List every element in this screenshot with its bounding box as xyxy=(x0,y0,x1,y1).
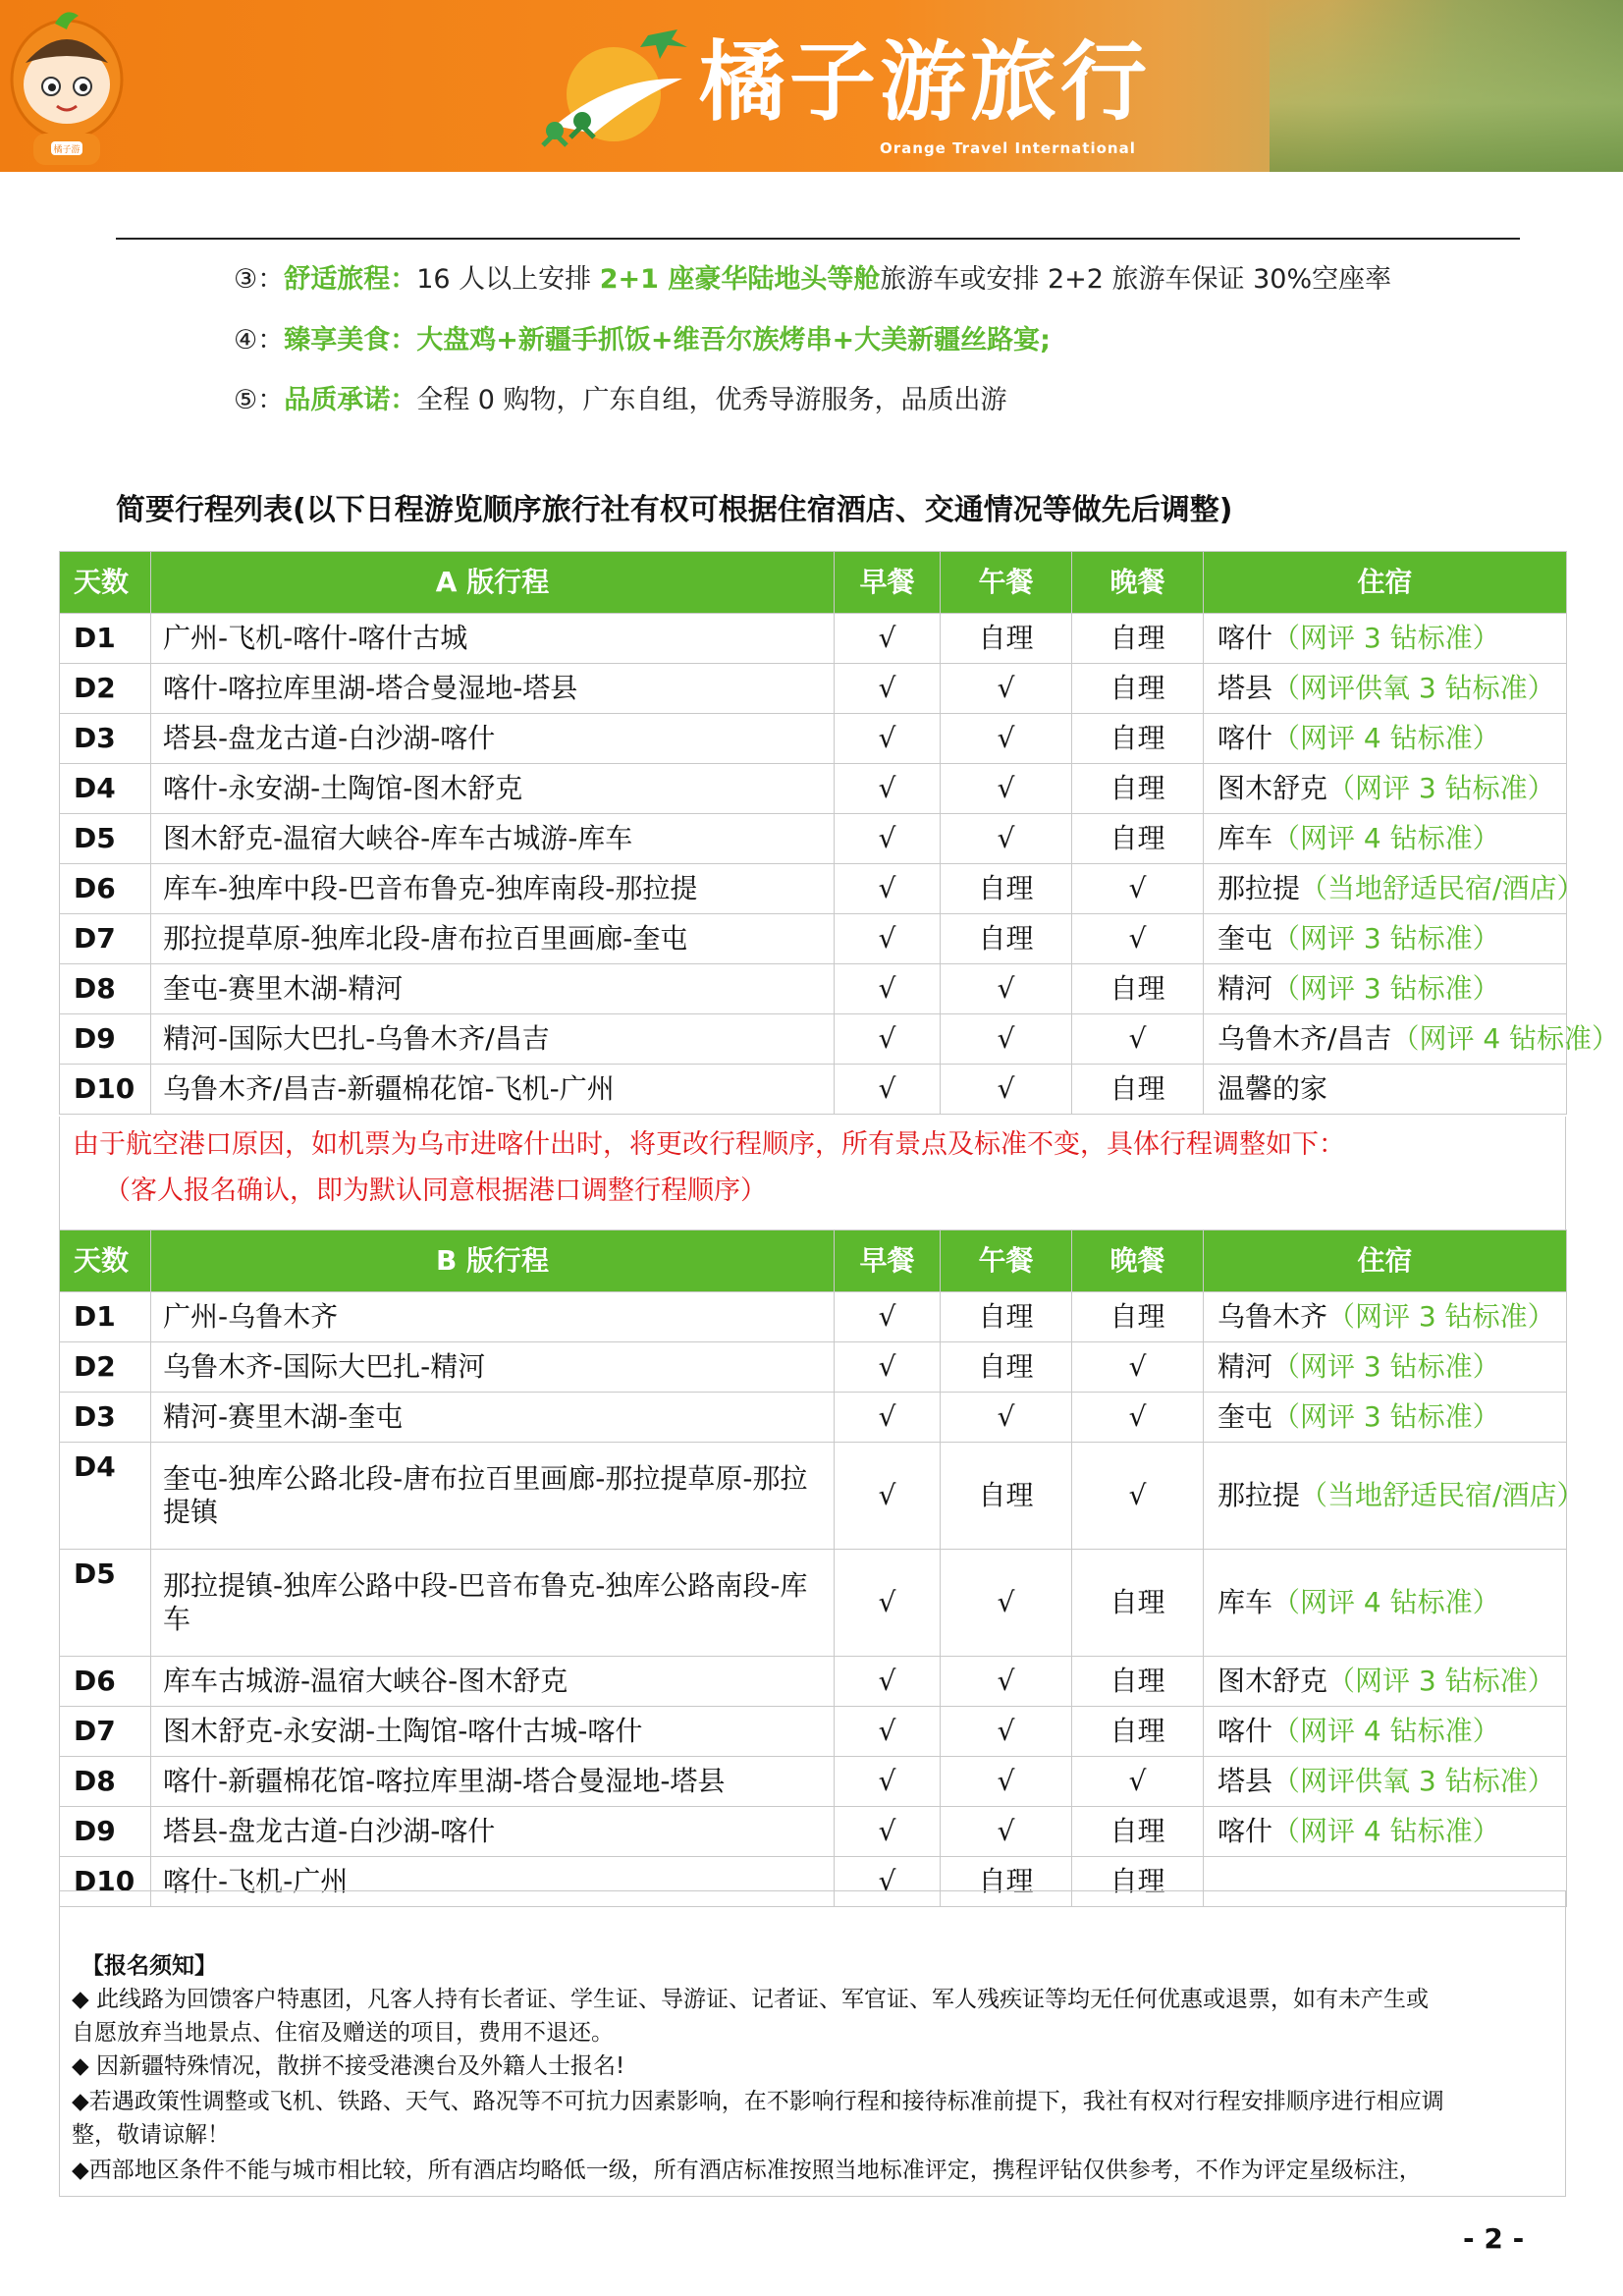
header-dinner: 晚餐 xyxy=(1072,1230,1204,1292)
dinner-cell: √ xyxy=(1072,1342,1204,1393)
header-route: A 版行程 xyxy=(151,552,835,614)
hotel-standard: （网评 4 钻标准） xyxy=(1272,822,1500,854)
header-lunch: 午餐 xyxy=(941,1230,1072,1292)
hotel-city: 喀什 xyxy=(1217,722,1273,754)
highlight-comfort: ③：舒适旅程：16 人以上安排 2+1 座豪华陆地头等舱旅游车或安排 2+2 旅游车保证 30%空座率 xyxy=(234,264,1392,295)
day-cell: D7 xyxy=(60,914,151,964)
breakfast-cell: √ xyxy=(835,1065,941,1115)
day-cell: D2 xyxy=(60,1342,151,1393)
dinner-cell: 自理 xyxy=(1072,1065,1204,1115)
header-dinner: 晚餐 xyxy=(1072,552,1204,614)
hotel-city: 乌鲁木齐 xyxy=(1217,1300,1328,1333)
signup-line: ◆西部地区条件不能与城市相比较，所有酒店均略低一级，所有酒店标准按照当地标准评定，携程评钻仅供参考，不作为评定星级标注， xyxy=(72,2158,1422,2183)
hotel-standard: （网评 4 钻标准） xyxy=(1272,1715,1500,1747)
hotel-city: 精河 xyxy=(1217,1350,1273,1383)
breakfast-cell: √ xyxy=(835,1550,941,1657)
signup-line: ◆若遇政策性调整或飞机、铁路、天气、路况等不可抗力因素影响，在不影响行程和接待标准前提下，我社有权对行程安排顺序进行相应调 xyxy=(72,2089,1444,2114)
breakfast-cell: √ xyxy=(835,1443,941,1550)
header-days: 天数 xyxy=(60,552,151,614)
dinner-cell: 自理 xyxy=(1072,964,1204,1014)
hotel-city: 塔县 xyxy=(1217,1765,1273,1797)
header-hotel: 住宿 xyxy=(1204,1230,1567,1292)
dinner-cell: √ xyxy=(1072,1757,1204,1807)
hotel-cell xyxy=(1204,914,1567,964)
grassland-backdrop xyxy=(1270,0,1623,172)
hotel-city: 精河 xyxy=(1217,972,1273,1005)
dinner-cell: 自理 xyxy=(1072,1657,1204,1707)
hotel-city: 温馨的家 xyxy=(1217,1072,1328,1105)
hotel-city: 图木舒克 xyxy=(1217,772,1328,804)
breakfast-cell: √ xyxy=(835,764,941,814)
header-breakfast: 早餐 xyxy=(835,1230,941,1292)
dinner-cell: 自理 xyxy=(1072,714,1204,764)
lunch-cell: √ xyxy=(941,1757,1072,1807)
hotel-standard: （网评供氧 3 钻标准） xyxy=(1272,1765,1555,1797)
hotel-city: 库车 xyxy=(1217,1586,1273,1618)
hotel-city: 那拉提 xyxy=(1217,872,1301,904)
breakfast-cell: √ xyxy=(835,964,941,1014)
lunch-cell: √ xyxy=(941,764,1072,814)
day-cell: D5 xyxy=(60,814,151,864)
day-cell: D10 xyxy=(60,1857,151,1907)
table-row xyxy=(60,1707,1567,1757)
itinerary-table-a xyxy=(59,551,1620,1115)
table-row xyxy=(60,664,1567,714)
lunch-cell: 自理 xyxy=(941,1292,1072,1342)
breakfast-cell: √ xyxy=(835,1014,941,1065)
day-cell: D2 xyxy=(60,664,151,714)
breakfast-cell: √ xyxy=(835,664,941,714)
hotel-cell xyxy=(1204,814,1567,864)
hotel-cell xyxy=(1204,1707,1567,1757)
route-change-notice: 由于航空港口原因，如机票为乌市进喀什出时，将更改行程顺序，所有景点及标准不变，具体行程调整如下： xyxy=(73,1129,1345,1160)
hotel-city: 喀什 xyxy=(1217,1715,1273,1747)
breakfast-cell: √ xyxy=(835,1807,941,1857)
table-row xyxy=(60,1443,1567,1550)
hotel-standard: （网评 3 钻标准） xyxy=(1327,1665,1555,1697)
route-cell: 喀什-喀拉库里湖-塔合曼湿地-塔县 xyxy=(151,664,835,714)
hotel-standard: （当地舒适民宿/酒店） xyxy=(1300,872,1585,904)
lunch-cell: 自理 xyxy=(941,1342,1072,1393)
table-row xyxy=(60,1292,1567,1342)
table-row xyxy=(60,864,1567,914)
day-cell: D9 xyxy=(60,1807,151,1857)
dinner-cell: 自理 xyxy=(1072,1707,1204,1757)
lunch-cell: 自理 xyxy=(941,1443,1072,1550)
day-cell: D10 xyxy=(60,1065,151,1115)
breakfast-cell: √ xyxy=(835,814,941,864)
route-cell: 喀什-飞机-广州 xyxy=(151,1857,835,1907)
dinner-cell: 自理 xyxy=(1072,814,1204,864)
hotel-standard: （网评 3 钻标准） xyxy=(1272,1400,1500,1433)
route-change-consent: （客人报名确认，即为默认同意根据港口调整行程顺序） xyxy=(104,1175,767,1206)
breakfast-cell: √ xyxy=(835,864,941,914)
table-row xyxy=(60,614,1567,664)
lunch-cell: √ xyxy=(941,1014,1072,1065)
day-cell: D6 xyxy=(60,1657,151,1707)
day-cell: D4 xyxy=(60,1443,151,1550)
table-row xyxy=(60,1065,1567,1115)
table-row xyxy=(60,1393,1567,1443)
hotel-standard: （网评 3 钻标准） xyxy=(1272,922,1500,955)
lunch-cell: √ xyxy=(941,1807,1072,1857)
dinner-cell: 自理 xyxy=(1072,1857,1204,1907)
header-hotel: 住宿 xyxy=(1204,552,1567,614)
hotel-standard: （网评 3 钻标准） xyxy=(1327,1300,1555,1333)
dinner-cell: √ xyxy=(1072,864,1204,914)
signup-line: ◆ 此线路为回馈客户特惠团，凡客人持有长者证、学生证、导游证、记者证、军官证、军人残疾证等均无任何优惠或退票，如有未产生或 xyxy=(72,1987,1429,2012)
day-cell: D9 xyxy=(60,1014,151,1065)
route-cell: 图木舒克-永安湖-土陶馆-喀什古城-喀什 xyxy=(151,1707,835,1757)
lunch-cell: √ xyxy=(941,1393,1072,1443)
header-lunch: 午餐 xyxy=(941,552,1072,614)
lunch-cell: √ xyxy=(941,1550,1072,1657)
table-row xyxy=(60,1657,1567,1707)
logo-sun-plane-icon xyxy=(535,18,702,155)
breakfast-cell: √ xyxy=(835,614,941,664)
highlight-food: ④：臻享美食：大盘鸡+新疆手抓饭+维吾尔族烤串+大美新疆丝路宴; xyxy=(234,325,1051,355)
lunch-cell: 自理 xyxy=(941,1857,1072,1907)
table-row xyxy=(60,1342,1567,1393)
signup-line: 自愿放弃当地景点、住宿及赠送的项目，费用不退还。 xyxy=(72,2020,614,2046)
day-cell: D4 xyxy=(60,764,151,814)
route-cell: 库车古城游-温宿大峡谷-图木舒克 xyxy=(151,1657,835,1707)
dinner-cell: 自理 xyxy=(1072,664,1204,714)
svg-text:橘子游: 橘子游 xyxy=(53,145,81,155)
day-cell: D1 xyxy=(60,1292,151,1342)
signup-line: 整，敬请谅解！ xyxy=(72,2122,230,2148)
day-cell: D6 xyxy=(60,864,151,914)
hotel-standard: （网评 3 钻标准） xyxy=(1272,972,1500,1005)
table-row xyxy=(60,964,1567,1014)
hotel-cell xyxy=(1204,864,1585,914)
header-days: 天数 xyxy=(60,1230,151,1292)
day-cell: D3 xyxy=(60,1393,151,1443)
dinner-cell: 自理 xyxy=(1072,1550,1204,1657)
lunch-cell: √ xyxy=(941,1657,1072,1707)
hotel-standard: （网评 4 钻标准） xyxy=(1272,1586,1500,1618)
route-cell: 喀什-新疆棉花馆-喀拉库里湖-塔合曼湿地-塔县 xyxy=(151,1757,835,1807)
breakfast-cell: √ xyxy=(835,1657,941,1707)
hotel-cell xyxy=(1204,1065,1567,1115)
hotel-standard: （网评 4 钻标准） xyxy=(1391,1022,1620,1055)
hotel-cell xyxy=(1204,1014,1620,1065)
hotel-city: 喀什 xyxy=(1217,622,1273,654)
hotel-standard: （网评 3 钻标准） xyxy=(1327,772,1555,804)
route-cell: 乌鲁木齐/昌吉-新疆棉花馆-飞机-广州 xyxy=(151,1065,835,1115)
table-row xyxy=(60,714,1567,764)
route-cell: 塔县-盘龙古道-白沙湖-喀什 xyxy=(151,714,835,764)
hotel-city: 乌鲁木齐/昌吉 xyxy=(1217,1022,1392,1055)
day-cell: D3 xyxy=(60,714,151,764)
orange-mascot-icon xyxy=(6,6,129,168)
route-cell: 那拉提草原-独库北段-唐布拉百里画廊-奎屯 xyxy=(151,914,835,964)
table-row xyxy=(60,1757,1567,1807)
route-cell: 塔县-盘龙古道-白沙湖-喀什 xyxy=(151,1807,835,1857)
dinner-cell: 自理 xyxy=(1072,764,1204,814)
breakfast-cell: √ xyxy=(835,1757,941,1807)
hotel-standard: （网评 4 钻标准） xyxy=(1272,722,1500,754)
hotel-cell xyxy=(1204,1342,1567,1393)
dinner-cell: 自理 xyxy=(1072,614,1204,664)
hotel-city: 喀什 xyxy=(1217,1815,1273,1847)
hotel-cell xyxy=(1204,714,1567,764)
table-row xyxy=(60,1550,1567,1657)
dinner-cell: 自理 xyxy=(1072,1807,1204,1857)
day-cell: D8 xyxy=(60,964,151,1014)
signup-notice-title: 【报名须知】 xyxy=(81,1953,217,1979)
header-route: B 版行程 xyxy=(151,1230,835,1292)
route-cell: 喀什-永安湖-土陶馆-图木舒克 xyxy=(151,764,835,814)
table-row xyxy=(60,1807,1567,1857)
route-cell: 图木舒克-温宿大峡谷-库车古城游-库车 xyxy=(151,814,835,864)
route-cell: 奎屯-赛里木湖-精河 xyxy=(151,964,835,1014)
hotel-cell xyxy=(1204,1443,1585,1550)
lunch-cell: √ xyxy=(941,1065,1072,1115)
route-cell: 精河-国际大巴扎-乌鲁木齐/昌吉 xyxy=(151,1014,835,1065)
brand-name: 橘子游旅行 xyxy=(699,31,1152,133)
lunch-cell: √ xyxy=(941,814,1072,864)
route-cell: 库车-独库中段-巴音布鲁克-独库南段-那拉提 xyxy=(151,864,835,914)
breakfast-cell: √ xyxy=(835,714,941,764)
hotel-cell xyxy=(1204,1393,1567,1443)
breakfast-cell: √ xyxy=(835,1342,941,1393)
dinner-cell: √ xyxy=(1072,1393,1204,1443)
hotel-cell xyxy=(1204,964,1567,1014)
hotel-cell xyxy=(1204,764,1567,814)
hotel-city: 奎屯 xyxy=(1217,922,1273,955)
hotel-cell xyxy=(1204,614,1567,664)
hotel-standard: （网评 4 钻标准） xyxy=(1272,1815,1500,1847)
table-row xyxy=(60,1014,1567,1065)
day-cell: D5 xyxy=(60,1550,151,1657)
route-cell: 奎屯-独库公路北段-唐布拉百里画廊-那拉提草原-那拉提镇 xyxy=(151,1443,835,1550)
dinner-cell: √ xyxy=(1072,1014,1204,1065)
route-cell: 那拉提镇-独库公路中段-巴音布鲁克-独库公路南段-库车 xyxy=(151,1550,835,1657)
hotel-cell xyxy=(1204,1550,1567,1657)
route-cell: 乌鲁木齐-国际大巴扎-精河 xyxy=(151,1342,835,1393)
table-row xyxy=(60,764,1567,814)
hotel-cell xyxy=(1204,1657,1567,1707)
hotel-city: 奎屯 xyxy=(1217,1400,1273,1433)
hotel-cell xyxy=(1204,1292,1567,1342)
hotel-city: 塔县 xyxy=(1217,672,1273,704)
hotel-city: 图木舒克 xyxy=(1217,1665,1328,1697)
header-banner xyxy=(0,0,1623,172)
lunch-cell: √ xyxy=(941,964,1072,1014)
hotel-city: 那拉提 xyxy=(1217,1479,1301,1511)
day-cell: D1 xyxy=(60,614,151,664)
route-cell: 广州-乌鲁木齐 xyxy=(151,1292,835,1342)
day-cell: D7 xyxy=(60,1707,151,1757)
hotel-cell xyxy=(1204,664,1567,714)
hotel-standard: （网评 3 钻标准） xyxy=(1272,1350,1500,1383)
dinner-cell: √ xyxy=(1072,1443,1204,1550)
page-number: - 2 - xyxy=(1463,2222,1525,2255)
lunch-cell: √ xyxy=(941,1707,1072,1757)
hotel-cell xyxy=(1204,1757,1567,1807)
breakfast-cell: √ xyxy=(835,1857,941,1907)
breakfast-cell: √ xyxy=(835,914,941,964)
lunch-cell: √ xyxy=(941,714,1072,764)
itinerary-table-b xyxy=(59,1230,1585,1907)
lunch-cell: √ xyxy=(941,664,1072,714)
breakfast-cell: √ xyxy=(835,1393,941,1443)
table-row xyxy=(60,914,1567,964)
table-row xyxy=(60,814,1567,864)
route-cell: 精河-赛里木湖-奎屯 xyxy=(151,1393,835,1443)
lunch-cell: 自理 xyxy=(941,614,1072,664)
lunch-cell: 自理 xyxy=(941,864,1072,914)
hotel-city: 库车 xyxy=(1217,822,1273,854)
hotel-cell xyxy=(1204,1807,1567,1857)
header-breakfast: 早餐 xyxy=(835,552,941,614)
brand-english-name: Orange Travel International xyxy=(880,139,1136,157)
route-cell: 广州-飞机-喀什-喀什古城 xyxy=(151,614,835,664)
signup-line: ◆ 因新疆特殊情况，散拼不接受港澳台及外籍人士报名! xyxy=(72,2053,625,2079)
hotel-standard: （当地舒适民宿/酒店） xyxy=(1300,1479,1585,1511)
breakfast-cell: √ xyxy=(835,1292,941,1342)
dinner-cell: 自理 xyxy=(1072,1292,1204,1342)
highlight-quality: ⑤：品质承诺：全程 0 购物，广东自组，优秀导游服务，品质出游 xyxy=(234,385,1007,415)
dinner-cell: √ xyxy=(1072,914,1204,964)
lunch-cell: 自理 xyxy=(941,914,1072,964)
breakfast-cell: √ xyxy=(835,1707,941,1757)
header-divider xyxy=(116,238,1520,240)
day-cell: D8 xyxy=(60,1757,151,1807)
itinerary-section-title: 简要行程列表(以下日程游览顺序旅行社有权可根据住宿酒店、交通情况等做先后调整) xyxy=(116,493,1233,527)
hotel-standard: （网评供氧 3 钻标准） xyxy=(1272,672,1555,704)
hotel-standard: （网评 3 钻标准） xyxy=(1272,622,1500,654)
